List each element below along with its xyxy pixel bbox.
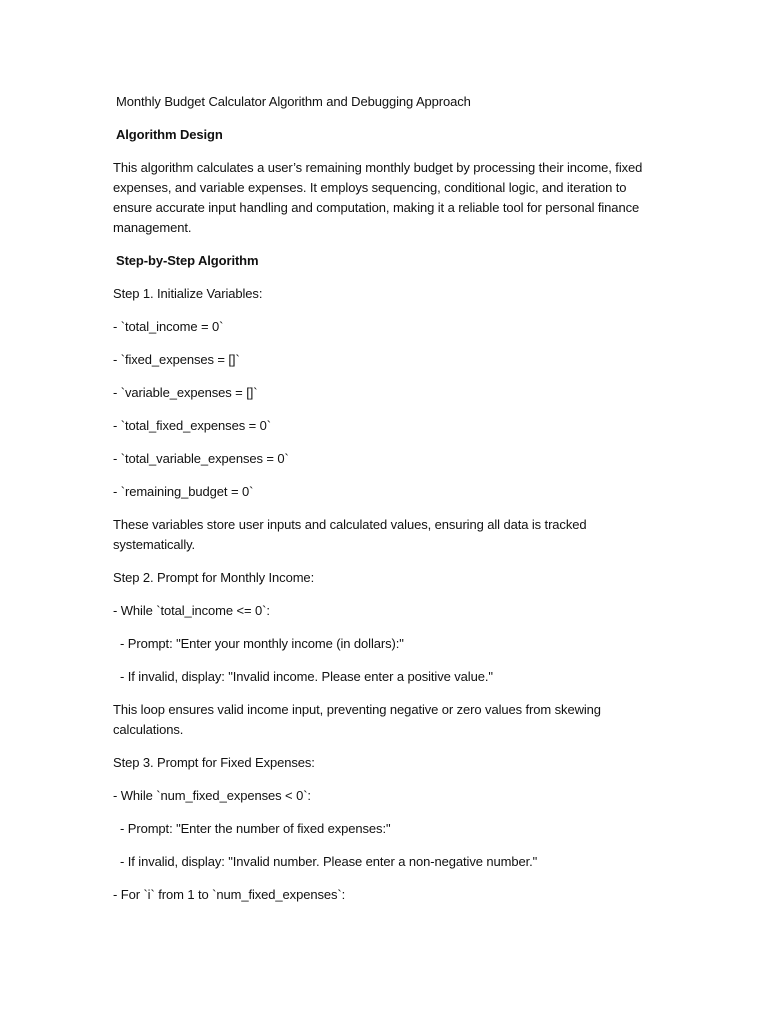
step3-title: Step 3. Prompt for Fixed Expenses: xyxy=(113,755,315,770)
intro-paragraph: This algorithm calculates a user’s remaining monthly budget by processing their income, fixed expenses, and variable expenses. It employs sequencing, conditional logic, and iteration to ensure accurate input handling and computation, making it a reliable tool for personal finance management. xyxy=(113,160,646,235)
document-title: Monthly Budget Calculator Algorithm and Debugging Approach xyxy=(116,94,471,109)
step3-item-for-loop: - For `i` from 1 to `num_fixed_expenses`: xyxy=(113,887,346,902)
step1-item-fixed-expenses: - `fixed_expenses = []` xyxy=(113,352,240,367)
step1-item-total-income: - `total_income = 0` xyxy=(113,319,224,334)
step1-item-variable-expenses: - `variable_expenses = []` xyxy=(113,385,258,400)
step3-item-while: - While `num_fixed_expenses < 0`: xyxy=(113,788,311,803)
heading-algorithm-design: Algorithm Design xyxy=(116,127,223,142)
step2-item-invalid: - If invalid, display: "Invalid income. Please enter a positive value." xyxy=(113,669,493,684)
step2-item-while: - While `total_income <= 0`: xyxy=(113,603,270,618)
step2-title: Step 2. Prompt for Monthly Income: xyxy=(113,570,315,585)
step1-item-total-variable-expenses: - `total_variable_expenses = 0` xyxy=(113,451,289,466)
step1-item-total-fixed-expenses: - `total_fixed_expenses = 0` xyxy=(113,418,271,433)
step1-title: Step 1. Initialize Variables: xyxy=(113,286,263,301)
step1-note: These variables store user inputs and calculated values, ensuring all data is tracked systematically. xyxy=(113,517,591,552)
heading-step-by-step: Step-by-Step Algorithm xyxy=(116,253,259,268)
step3-item-prompt: - Prompt: "Enter the number of fixed expenses:" xyxy=(113,821,391,836)
step2-note: This loop ensures valid income input, preventing negative or zero values from skewing calculations. xyxy=(113,702,605,737)
step1-item-remaining-budget: - `remaining_budget = 0` xyxy=(113,484,254,499)
step3-item-invalid: - If invalid, display: "Invalid number. Please enter a non-negative number." xyxy=(113,854,538,869)
document-body xyxy=(113,92,653,918)
step2-item-prompt: - Prompt: "Enter your monthly income (in dollars):" xyxy=(113,636,404,651)
